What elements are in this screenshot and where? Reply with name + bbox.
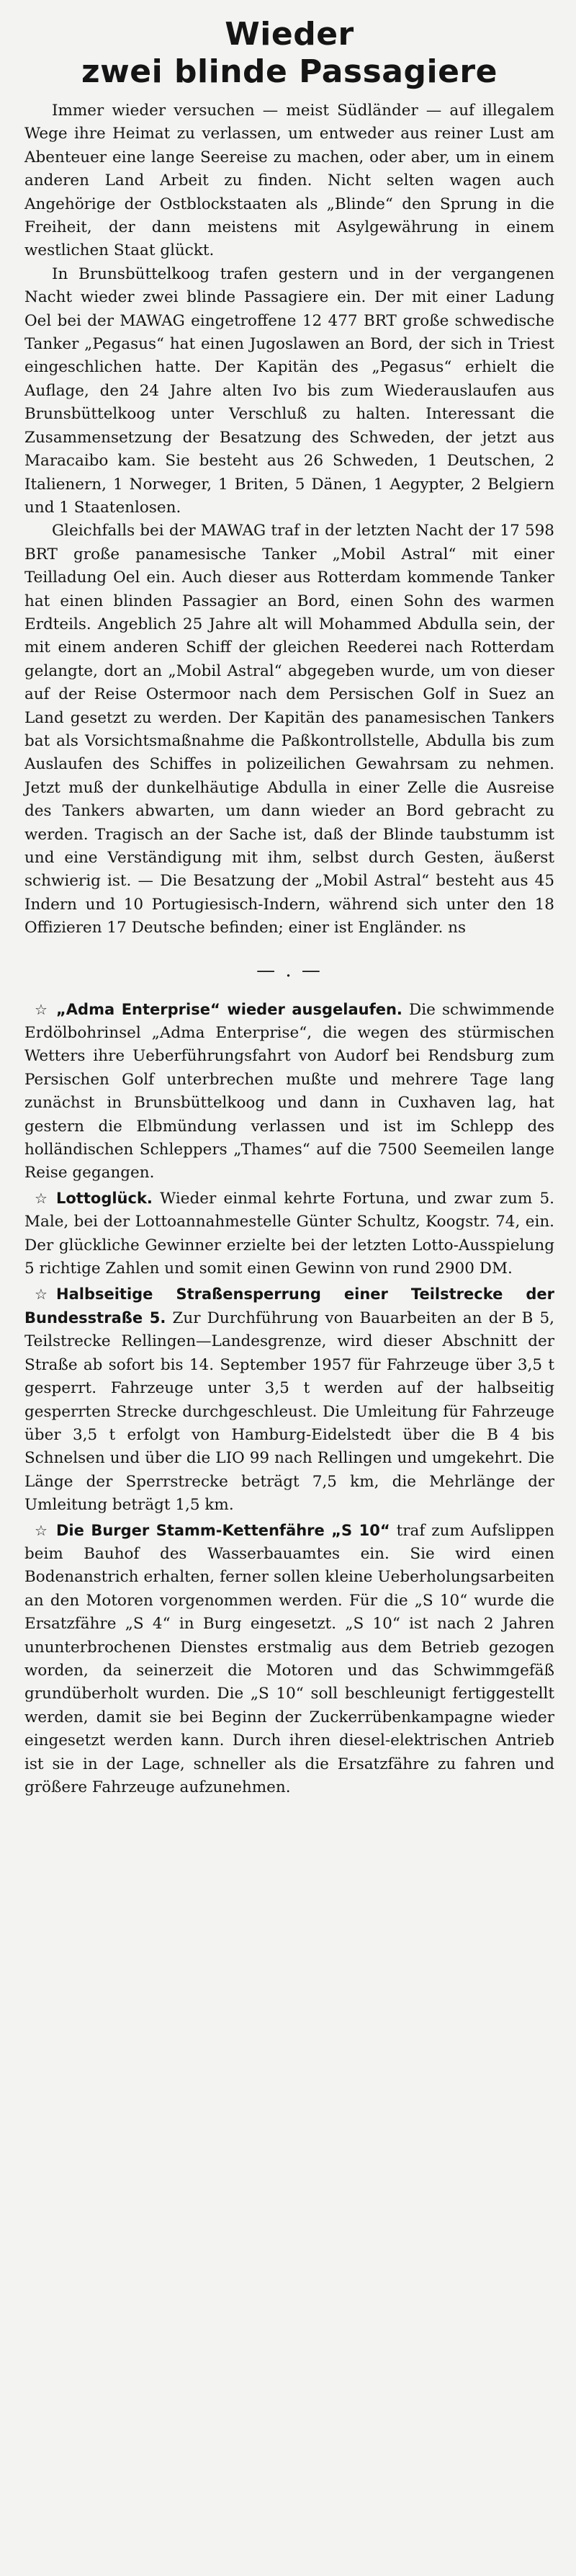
- news-item-text: Wieder einmal kehrte Fortuna, und zwar zum 5. Male, bei der Lottoannahmestelle Günter Schultz, Koogstr. 74, ein. Der glückliche Gewinner erzielte bei der letzten Lotto-Ausspielung 5 richtige Zahlen und somit einen Gewinn von rund 2900 DM.: [24, 1189, 554, 1278]
- lead-paragraph-2: In Brunsbüttelkoog trafen gestern und in der vergangenen Nacht wieder zwei blinde Passagiere ein. Der mit einer Ladung Oel bei der MAWAG eingetroffene 12 477 BRT große schwedische Tanker „Pegasus“ hat einen Jugoslawen an Bord, der sich in Triest eingeschlichen hatte. Der Kapitän des „Pegasus“ erhielt die Auflage, den 24 Jahre alten Ivo bis zum Wiederauslaufen aus Brunsbüttelkoog unter Verschluß zu halten. Interessant die Zusammensetzung der Besatzung des Schweden, der jetzt aus Maracaibo kam. Sie besteht aus 26 Schweden, 1 Deutschen, 2 Italienern, 1 Norweger, 1 Briten, 5 Dänen, 1 Aegypter, 2 Belgiern und 1 Staatenlosen.: [24, 264, 554, 517]
- star-icon: ☆: [35, 1521, 48, 1539]
- section-divider: — . —: [256, 959, 323, 981]
- news-item-title: Die Burger Stamm-Kettenfähre „S 10“: [56, 1521, 390, 1539]
- headline-line-1: Wieder: [225, 16, 354, 53]
- news-item-text: Die schwimmende Erdölbohrinsel „Adma Enterprise“, die wegen des stürmischen Wetters ihre Ueberführungsfahrt von Audorf bei Rendsburg zum Persischen Golf unterbrechen mußte und mehrere Tage lang zunächst in Brunsbüttelkoog und dann in Cuxhaven lag, hat gestern die Elbmündung verlassen und ist im Schlepp des holländischen Schleppers „Thames“ auf die 7500 Seemeilen lange Reise gegangen.: [24, 1000, 554, 1182]
- lead-article: [24, 99, 554, 940]
- news-item-ferry: [24, 1519, 554, 1800]
- lead-paragraph-1: Immer wieder versuchen — meist Südländer — auf illegalem Wege ihre Heimat zu verlassen, um entweder aus reiner Lust am Abenteuer eine lange Seereise zu machen, oder aber, um in einem anderen Land Arbeit zu finden. Nicht selten wagen auch Angehörige der Ostblockstaaten als „Blinde“ den Sprung in die Freiheit, der dann meistens mit Asylgewährung in einem westlichen Staat glückt.: [24, 102, 554, 260]
- headline-line-2: zwei blinde Passagiere: [81, 53, 498, 90]
- lead-paragraph-3: Gleichfalls bei der MAWAG traf in der letzten Nacht der 17 598 BRT große panamesische Tanker „Mobil Astral“ mit einer Teilladung Oel ein. Auch dieser aus Rotterdam kommende Tanker hat einen blinden Passagier an Bord, einen Sohn des warmen Erdteils. Angeblich 25 Jahre alt will Mohammed Abdulla sein, der mit einem anderen Schiff der gleichen Reederei nach Rotterdam gelangte, dort an „Mobil Astral“ abgegeben wurde, um von dieser auf der Reise Ostermoor nach dem Persischen Golf in Suez an Land gesetzt zu werden. Der Kapitän des panamesischen Tankers bat als Vorsichtsmaßnahme die Paßkontrollstelle, Abdulla bis zum Auslaufen des Schiffes in polizeilichen Gewahrsam zu nehmen. Jetzt muß der dunkelhäutige Abdulla in einer Zelle die Ausreise des Tankers abwarten, um dann wieder an Bord gebracht zu werden. Tragisch an der Sache ist, daß der Blinde taubstumm ist und eine Verständigung mit ihm, selbst durch Gesten, äußerst schwierig ist. — Die Besatzung der „Mobil Astral“ besteht aus 45 Indern und 10 Portugiesisch-Indern, während sich unter den 18 Offizieren 17 Deutsche befinden; einer ist Engländer. ns: [24, 522, 554, 937]
- star-icon: ☆: [35, 1000, 48, 1018]
- news-brief-list: [24, 998, 554, 1800]
- news-item-title: Lottoglück.: [56, 1189, 153, 1207]
- news-item-title: „Adma Enterprise“ wieder ausgelaufen.: [56, 1000, 402, 1018]
- news-item-road-closure: [24, 1283, 554, 1517]
- news-item-lotto: [24, 1187, 554, 1281]
- news-item-text: Zur Durchführung von Bauarbeiten an der B 5, Teilstrecke Rellingen—Landesgrenze, wird dieser Abschnitt der Straße ab sofort bis 14. September 1957 für Fahrzeuge über 3,5 t gesperrt. Fahrzeuge unter 3,5 t werden auf der halbseitig gesperrten Strecke durchgeschleust. Die Umleitung für Fahrzeuge über 3,5 t erfolgt von Hamburg-Eidelstedt über die B 4 bis Schnelsen und über die LIO 99 nach Rellingen und umgekehrt. Die Länge der Sperrstrecke beträgt 7,5 km, die Mehrlänge der Umleitung beträgt 1,5 km.: [24, 1309, 554, 1515]
- news-item-adma: [24, 998, 554, 1185]
- headline: [24, 16, 554, 91]
- news-item-text: traf zum Aufslippen beim Bauhof des Wasserbauamtes ein. Sie wird einen Bodenanstrich erhalten, ferner sollen kleine Ueberholungsarbeiten an den Motoren vorgenommen werden. Für die „S 10“ wurde die Ersatzfähre „S 4“ in Burg eingesetzt. „S 10“ ist nach 2 Jahren ununterbrochenen Dienstes erstmalig aus dem Betrieb gezogen worden, da seinerzeit die Motoren und das Schwimmgefäß grundüberholt wurden. Die „S 10“ soll beschleunigt fertiggestellt werden, damit sie bei Beginn der Zuckerrübenkampagne wieder eingesetzt werden kann. Durch ihren diesel-elektrischen Antrieb ist sie in der Lage, schneller als die Ersatzfähre zu fahren und größere Fahrzeuge aufzunehmen.: [24, 1521, 554, 1797]
- star-icon: ☆: [35, 1285, 48, 1303]
- star-icon: ☆: [35, 1189, 48, 1207]
- news-item-title: Halbseitige Straßensperrung einer Teilstrecke der Bundesstraße 5.: [24, 1285, 554, 1327]
